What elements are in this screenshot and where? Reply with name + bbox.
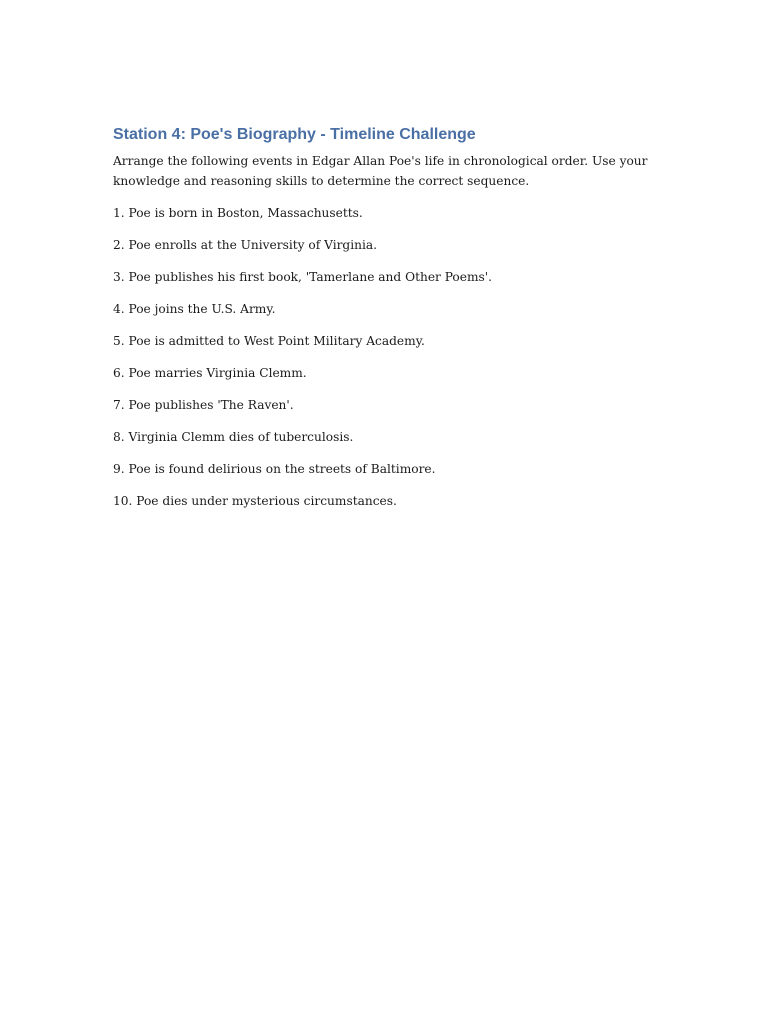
list-item: 10. Poe dies under mysterious circumstances.	[113, 494, 397, 508]
list-item: 8. Virginia Clemm dies of tuberculosis.	[113, 430, 354, 444]
list-item: 3. Poe publishes his first book, 'Tamerlane and Other Poems'.	[113, 270, 493, 284]
list-item: 7. Poe publishes 'The Raven'.	[113, 398, 294, 412]
list-item: 4. Poe joins the U.S. Army.	[113, 302, 276, 316]
document-content	[113, 124, 653, 523]
list-item: 2. Poe enrolls at the University of Virginia.	[113, 238, 378, 252]
event-list	[113, 203, 653, 511]
list-item: 9. Poe is found delirious on the streets of Baltimore.	[113, 462, 436, 476]
list-item: 1. Poe is born in Boston, Massachusetts.	[113, 206, 363, 220]
list-item: 5. Poe is admitted to West Point Military Academy.	[113, 334, 425, 348]
page-title: Station 4: Poe's Biography - Timeline Challenge	[113, 126, 476, 143]
list-item: 6. Poe marries Virginia Clemm.	[113, 366, 307, 380]
intro-paragraph: Arrange the following events in Edgar Allan Poe's life in chronological order. Use your knowledge and reasoning skills to determine the correct sequence.	[113, 154, 648, 188]
